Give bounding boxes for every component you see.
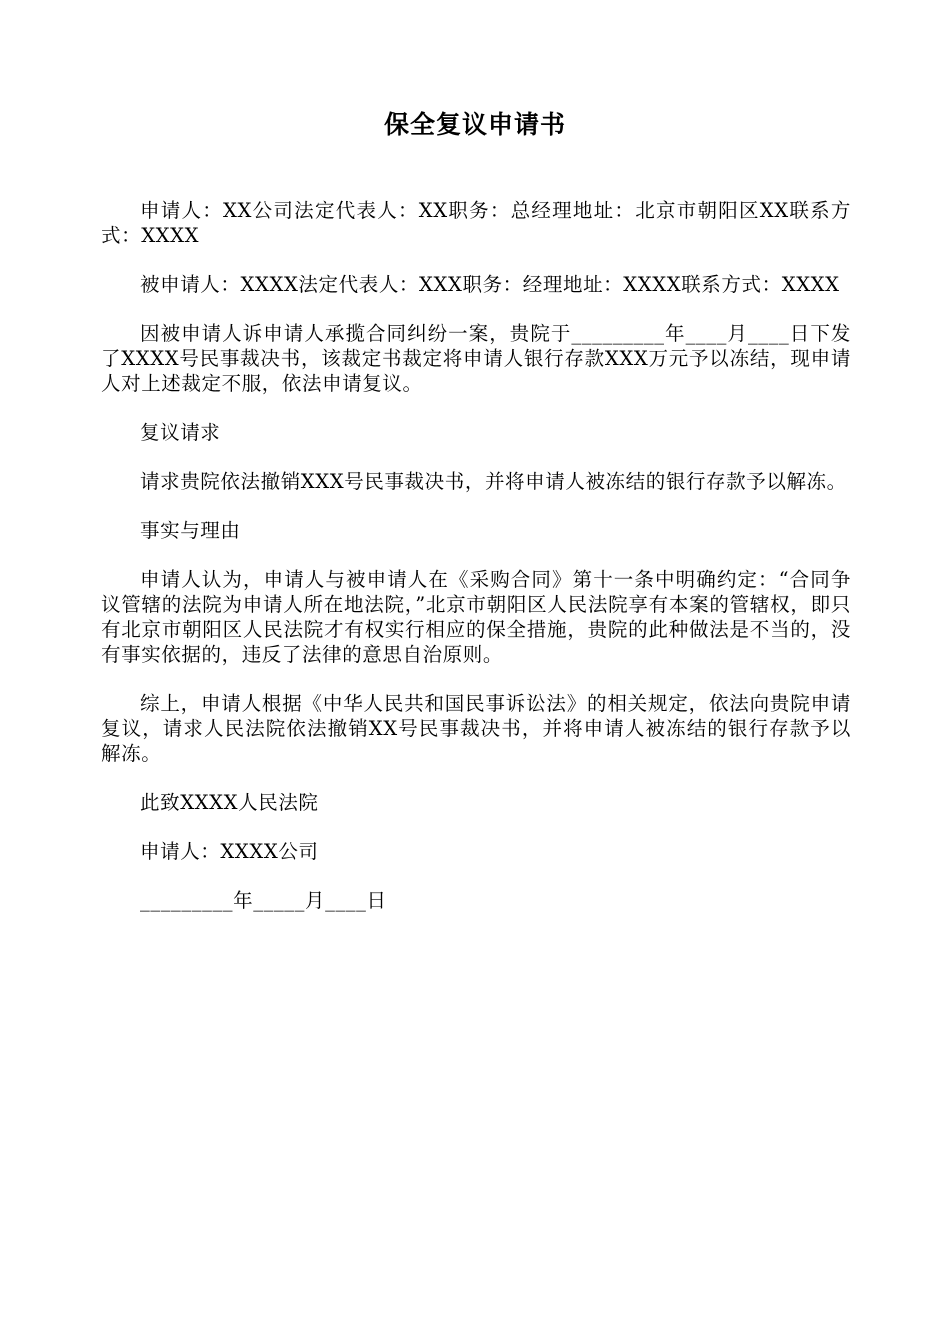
request-paragraph: 请求贵院依法撤销XXX号民事裁决书，并将申请人被冻结的银行存款予以解冻。: [140, 470, 847, 493]
conclusion-paragraph: 综上，申请人根据《中华人民共和国民事诉讼法》的相关规定，依法向贵院申请复议，请求人民法院依法撤销XX号民事裁决书，并将申请人被冻结的银行存款予以解冻。: [101, 692, 851, 765]
addressee-line: 此致XXXX人民法院: [140, 791, 319, 814]
case-background-paragraph: 因被申请人诉申请人承揽合同纠纷一案，贵院于_________年____月____日下发了XXXX号民事裁决书，该裁定书裁定将申请人银行存款XXX万元予以冻结，现申请人对上述裁定不服，依法申请复议。: [101, 322, 851, 395]
document-title: 保全复议申请书: [383, 110, 566, 139]
date-line: _________年_____月____日: [140, 889, 387, 912]
section-heading-facts: 事实与理由: [140, 519, 241, 542]
applicant-info-paragraph: 申请人：XX公司法定代表人：XX职务：总经理地址：北京市朝阳区XX联系方式：XXXX: [101, 199, 851, 247]
signature-line: 申请人：XXXX公司: [140, 840, 319, 863]
respondent-info-paragraph: 被申请人：XXXX法定代表人：XXX职务：经理地址：XXXX联系方式：XXXX: [140, 273, 840, 296]
section-heading-request: 复议请求: [140, 421, 221, 444]
facts-paragraph: 申请人认为，申请人与被申请人在《采购合同》第十一条中明确约定：“合同争议管辖的法院为申请人所在地法院，”北京市朝阳区人民法院享有本案的管辖权，即只有北京市朝阳区人民法院才有权实行相应的保全措施，贵院的此种做法是不当的，没有事实依据的，违反了法律的意思自治原则。: [101, 568, 851, 666]
document-body: [101, 198, 851, 913]
